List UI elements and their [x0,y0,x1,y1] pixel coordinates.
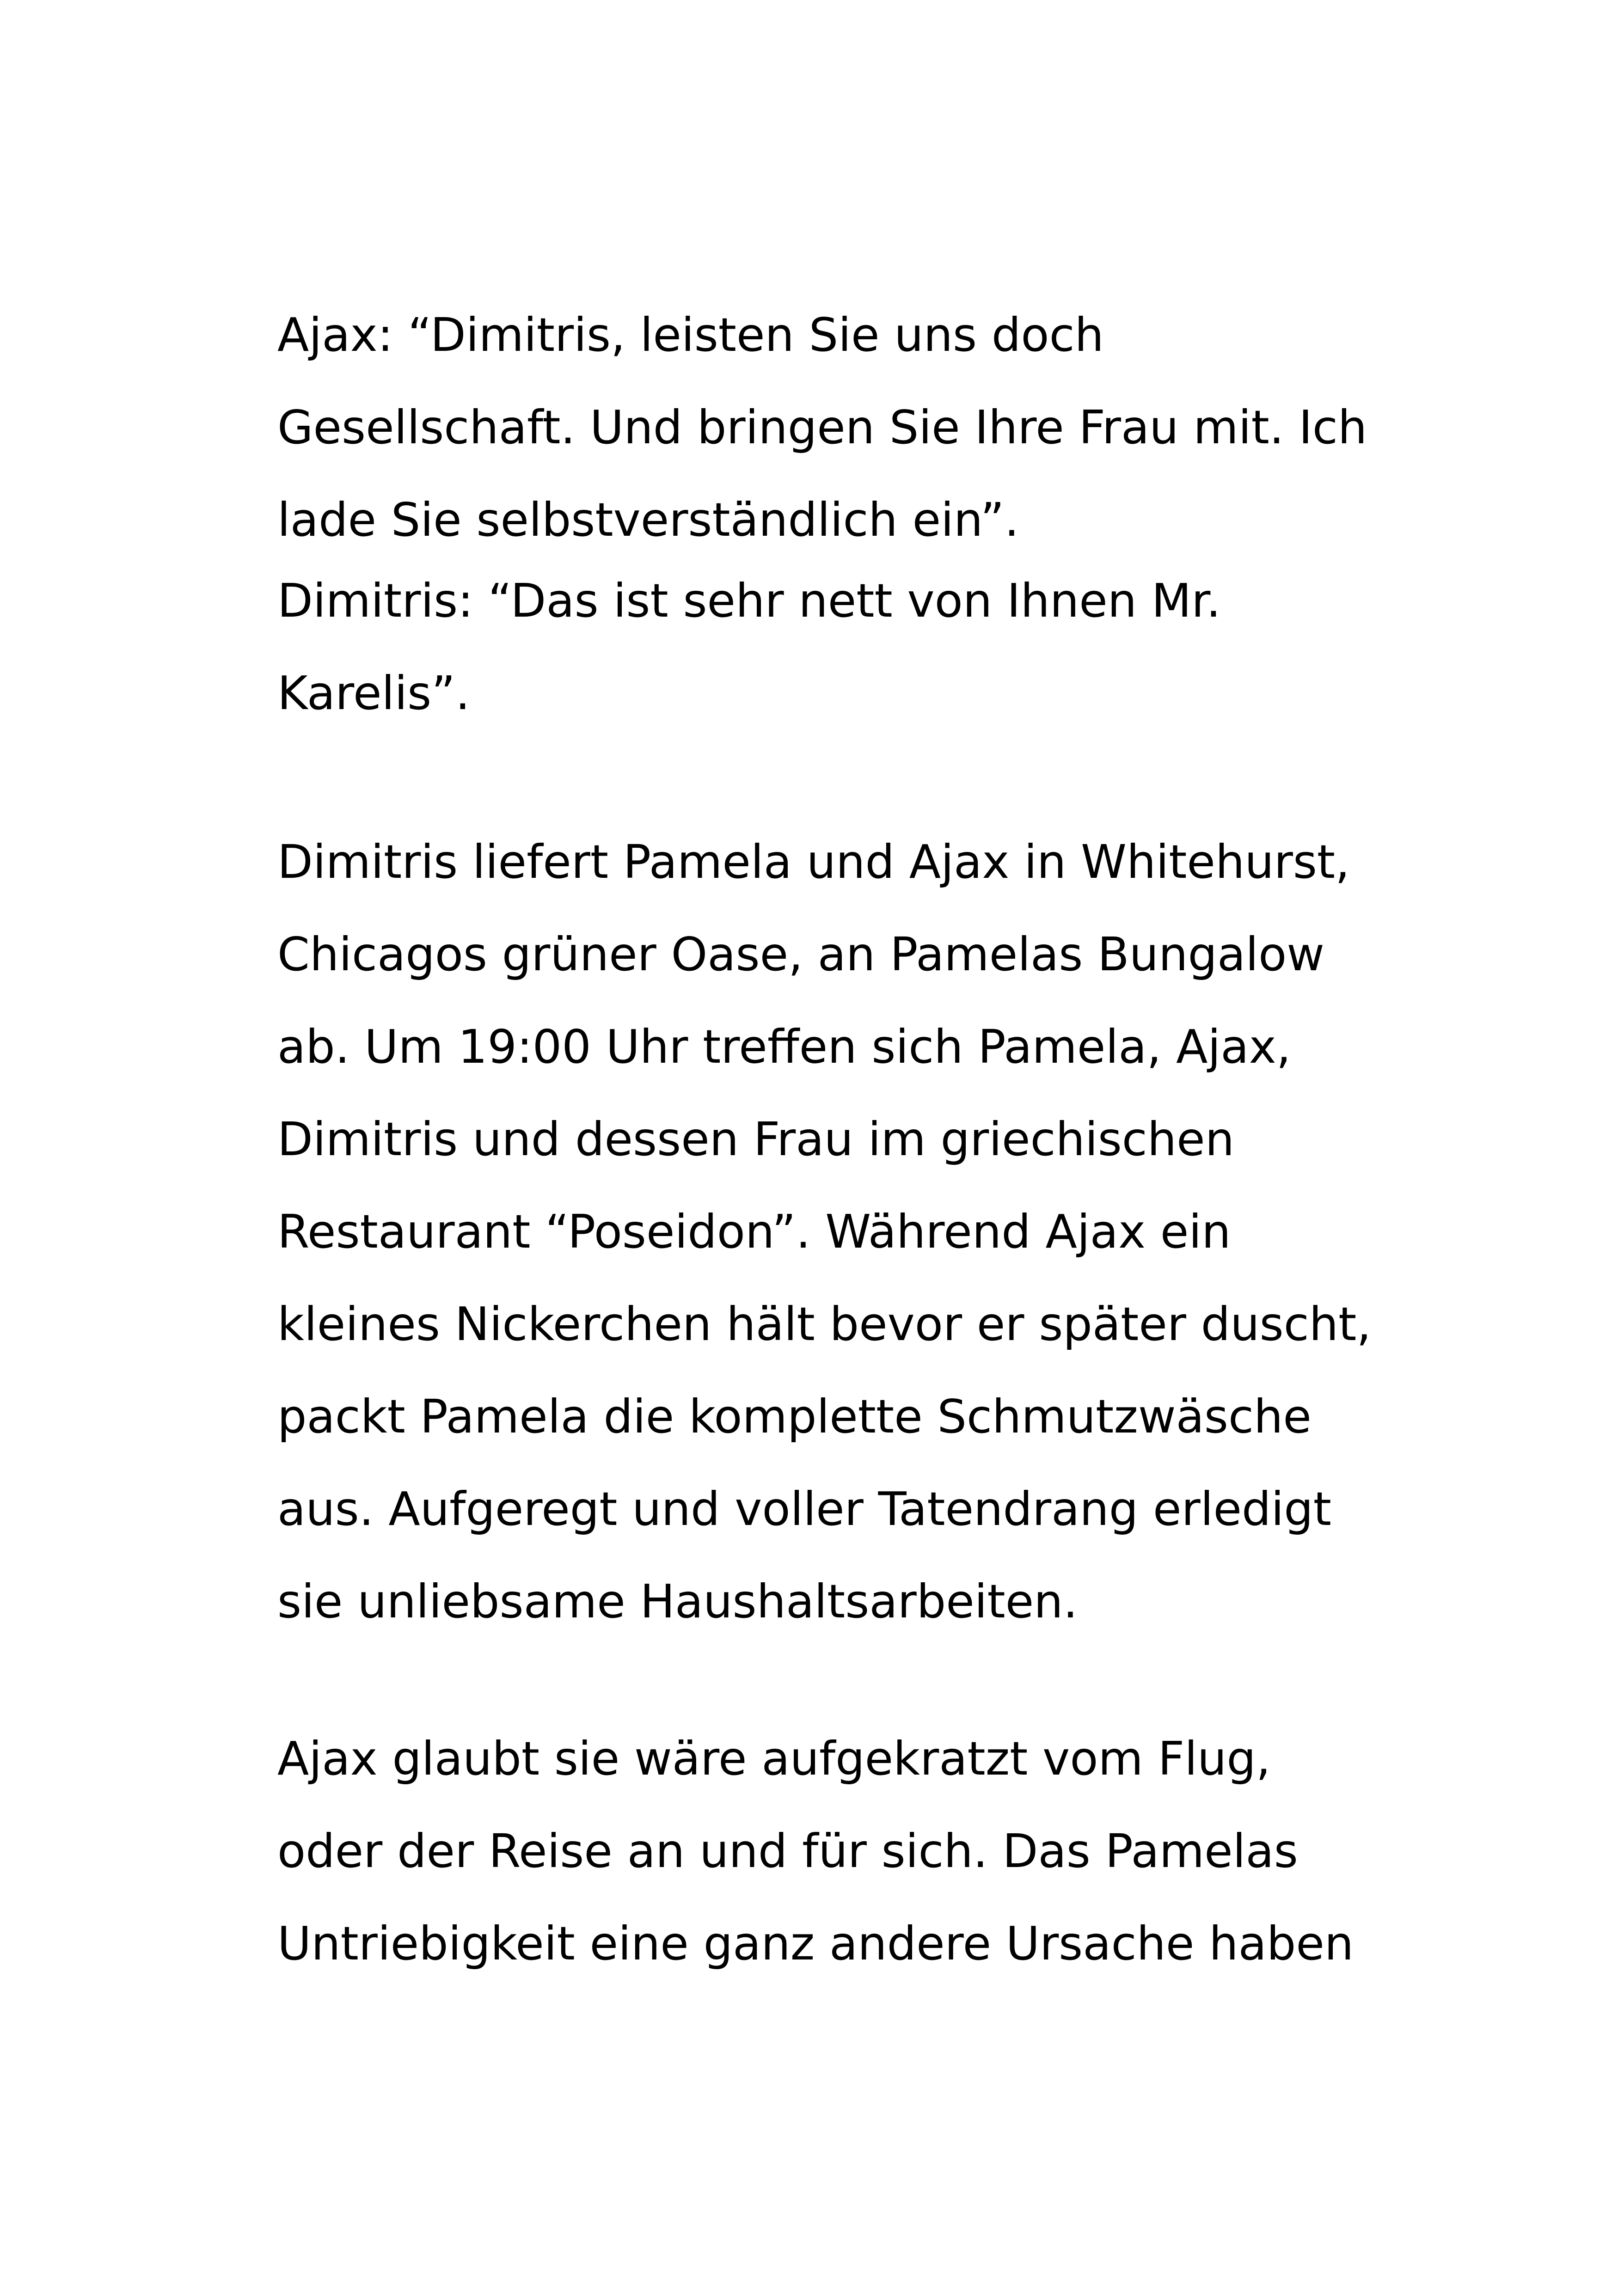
text-line: packt Pamela die komplette Schmutzwäsche [277,1390,1312,1444]
text-line: Chicagos grüner Oase, an Pamelas Bungalow [277,927,1325,981]
text-line: aus. Aufgeregt und voller Tatendrang erledigt [277,1482,1331,1536]
text-line: Gesellschaft. Und bringen Sie Ihre Frau mit. Ich [277,400,1367,454]
text-line: sie unliebsame Haushaltsarbeiten. [277,1574,1078,1629]
text-line: Ajax: “Dimitris, leisten Sie uns doch [277,308,1104,362]
paragraph-3 [277,1713,1387,1990]
text-line: Karelis”. [277,666,470,720]
text-line: lade Sie selbstverständlich ein”. [277,493,1019,547]
text-line: Dimitris liefert Pamela und Ajax in Whitehurst, [277,835,1350,889]
text-line: ab. Um 19:00 Uhr treffen sich Pamela, Ajax, [277,1020,1291,1074]
paragraph-1 [277,289,1387,740]
text-line: Untriebigkeit eine ganz andere Ursache haben [277,1916,1354,1971]
text-line: Dimitris: “Das ist sehr nett von Ihnen Mr. [277,574,1221,628]
text-line: kleines Nickerchen hält bevor er später duscht, [277,1297,1372,1351]
text-line: oder der Reise an und für sich. Das Pamelas [277,1824,1298,1878]
text-line: Ajax glaubt sie wäre aufgekratzt vom Flug, [277,1732,1271,1786]
text-line: Dimitris und dessen Frau im griechischen [277,1112,1235,1166]
text-line: Restaurant “Poseidon”. Während Ajax ein [277,1205,1231,1259]
paragraph-2 [277,816,1387,1648]
